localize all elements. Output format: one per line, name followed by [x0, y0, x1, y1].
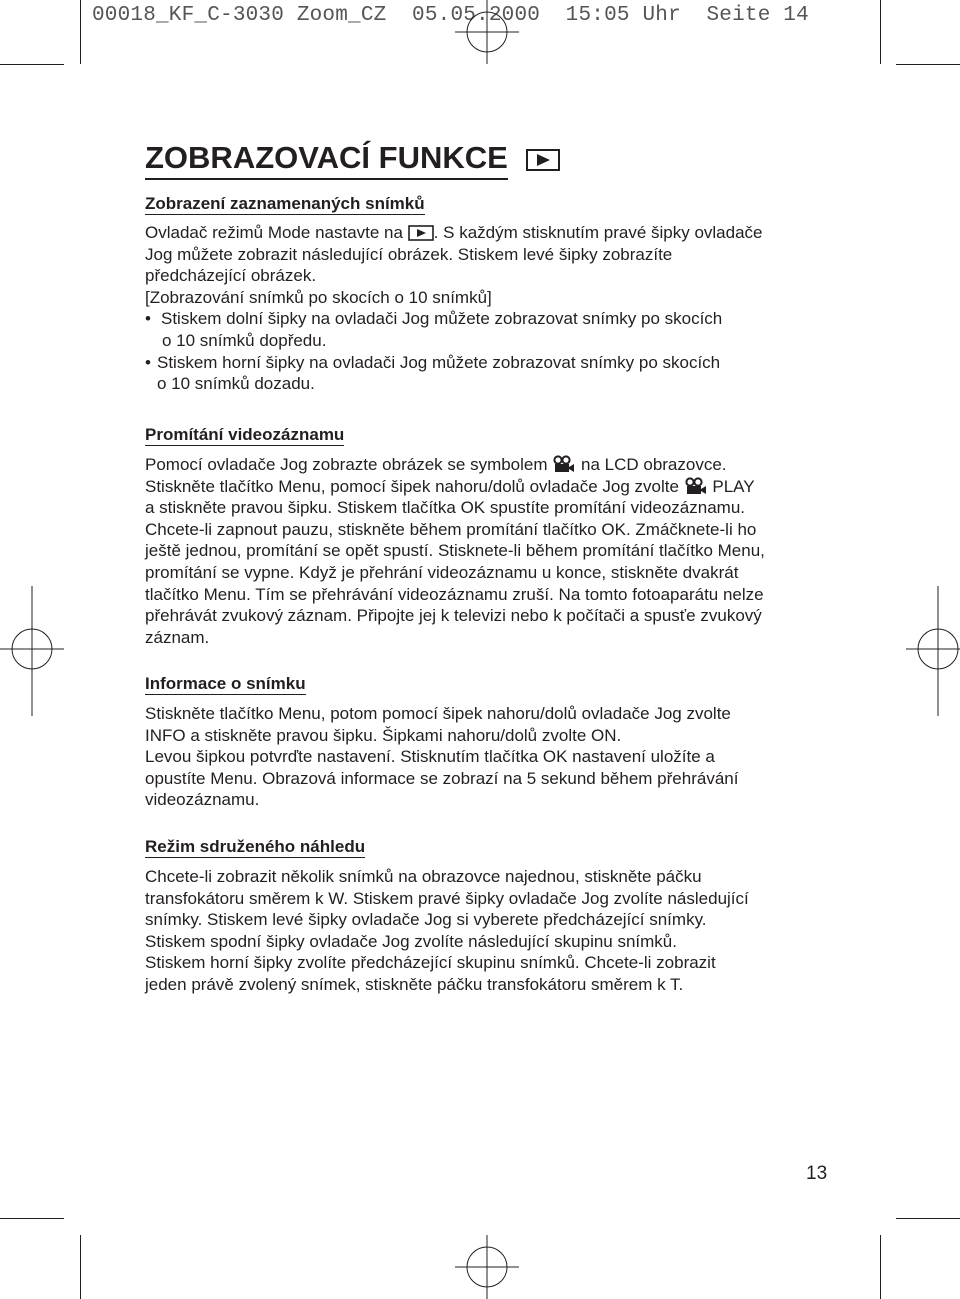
text: záznam.: [145, 627, 210, 647]
list-item-text: [161, 308, 722, 351]
page-title: ZOBRAZOVACÍ FUNKCE: [145, 139, 508, 180]
crop-mark: [880, 1235, 881, 1299]
crop-mark: [80, 0, 81, 64]
section-heading: Informace o snímku: [145, 674, 306, 693]
play-mode-icon: [408, 225, 434, 241]
movie-camera-icon: [684, 477, 708, 495]
text: Stiskem horní šipky na ovladači Jog můžete zobrazovat snímky po skocích: [157, 352, 721, 372]
play-mode-icon: [526, 149, 560, 171]
text: na LCD obrazovce.: [581, 455, 727, 474]
registration-mark-top: [455, 0, 519, 64]
text: Stiskem dolní šipky na ovladači Jog můžete zobrazovat snímky po skocích: [161, 309, 723, 329]
section-index-view: [145, 836, 825, 996]
text: transfokátoru směrem k W. Stiskem pravé šipky ovladače Jog zvolíte následující: [145, 888, 749, 908]
list-item-text: [157, 352, 720, 395]
text: jeden právě zvolený snímek, stiskněte páčku transfokátoru směrem k T.: [145, 974, 684, 994]
list-item: [145, 308, 825, 351]
text: Ovladač režimů Mode nastavte na: [145, 223, 403, 242]
bullet-icon: •: [145, 352, 151, 372]
text: snímky. Stiskem levé šipky ovladače Jog si vyberete předcházející snímky.: [145, 910, 707, 930]
bullet-icon: •: [145, 309, 151, 329]
text: PLAY: [712, 476, 755, 496]
registration-mark-bottom: [455, 1235, 519, 1299]
text: Stiskněte tlačítko Menu, potom pomocí šipek nahoru/dolů ovladače Jog zvolte: [145, 704, 731, 723]
text: přehrávát zvukový záznam. Připojte jej k televizi nebo k počítači a spusťe zvukový: [145, 606, 762, 626]
page-number: 13: [806, 1163, 828, 1184]
paragraph: [145, 454, 825, 648]
text: opustíte Menu. Obrazová informace se zobrazí na 5 sekund během přehrávání: [145, 768, 739, 788]
text: Stiskněte tlačítko Menu, pomocí šipek nahoru/dolů ovladače Jog zvolte: [145, 476, 679, 496]
crop-mark: [896, 1218, 960, 1219]
text: a stiskněte pravou šipku. Stiskem tlačítka OK spustíte promítání videozáznamu.: [145, 498, 745, 518]
text: o 10 snímků dozadu.: [157, 374, 315, 394]
text: Chcete-li zapnout pauzu, stiskněte během promítání tlačítko OK. Zmáčknete-li ho: [145, 519, 757, 539]
paragraph: [145, 222, 825, 308]
print-slug: 00018_KF_C-3030 Zoom_CZ 05.05.2000 15:05 Uhr Seite 14: [92, 4, 809, 27]
crop-mark: [0, 1218, 64, 1219]
text: Jog můžete zobrazit následující obrázek. Stiskem levé šipky zobrazíte: [145, 244, 673, 264]
text: o 10 snímků dopředu.: [162, 330, 327, 350]
movie-camera-icon: [552, 455, 576, 473]
text: předcházející obrázek.: [145, 266, 317, 286]
text: tlačítko Menu. Tím se přehrávání videozáznamu zruší. Na tomto fotoaparátu nelze: [145, 584, 764, 604]
paragraph: [145, 866, 825, 996]
text: ještě jednou, promítání se opět spustí. Stisknete-li během promítání tlačítko Menu,: [145, 541, 765, 561]
section-image-info: [145, 673, 825, 811]
text: Pomocí ovladače Jog zobrazte obrázek se symbolem: [145, 455, 548, 474]
text: . S každým stisknutím pravé šipky ovladače: [433, 223, 763, 242]
section-heading: Režim sdruženého náhledu: [145, 837, 366, 856]
section-heading: Zobrazení zaznamenaných snímků: [145, 194, 425, 213]
crop-mark: [0, 64, 64, 65]
text: Chcete-li zobrazit několik snímků na obrazovce najednou, stiskněte páčku: [145, 867, 702, 886]
list-item: [145, 352, 825, 395]
text: [Zobrazování snímků po skocích o 10 snímků]: [145, 287, 492, 307]
crop-mark: [896, 64, 960, 65]
text: INFO a stiskněte pravou šipku. Šipkami nahoru/dolů zvolte ON.: [145, 725, 622, 745]
section-video-playback: [145, 424, 825, 648]
section-heading: Promítání videozáznamu: [145, 425, 345, 444]
text: videozáznamu.: [145, 790, 260, 810]
crop-mark: [880, 0, 881, 64]
registration-mark-left: [0, 586, 64, 716]
registration-mark-right: [906, 586, 960, 716]
text: Stiskem spodní šipky ovladače Jog zvolíte následující skupinu snímků.: [145, 931, 677, 951]
paragraph: [145, 703, 825, 811]
text: Levou šipkou potvrďte nastavení. Stisknutím tlačítka OK nastavení uložíte a: [145, 747, 715, 767]
text: promítání se vypne. Když je přehrání videozáznamu u konce, stiskněte dvakrát: [145, 562, 739, 582]
section-display-images: [145, 193, 825, 395]
crop-mark: [80, 1235, 81, 1299]
title-row: [145, 139, 560, 180]
text: Stiskem horní šipky zvolíte předcházející skupinu snímků. Chcete-li zobrazit: [145, 953, 716, 973]
